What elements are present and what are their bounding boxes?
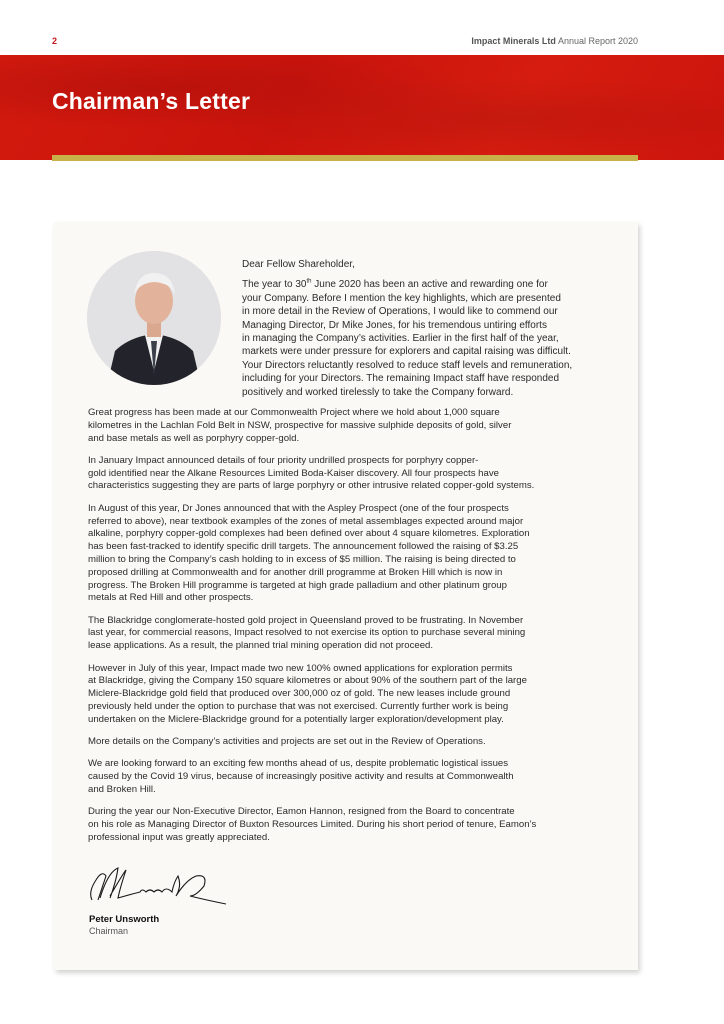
letter-paragraph [88, 758, 536, 796]
text-line: progress. The Broken Hill programme is targeted at high grade palladium and other platinum group [88, 579, 507, 591]
text-run: June 2020 has been an active and rewarding one for [311, 279, 548, 291]
text-line: markets were under pressure for explorers and capital raising was difficult. [242, 346, 571, 358]
report-name: Annual Report 2020 [557, 36, 638, 46]
gold-divider [52, 155, 638, 161]
letter-body [88, 407, 536, 854]
text-line: your Company. Before I mention the key highlights, which are presented [242, 292, 561, 304]
text-line: characteristics suggesting they are parts of large porphyry or other intrusive related copper-gold systems. [88, 480, 535, 492]
text-line: and base metals as well as porphyry copper-gold. [88, 432, 300, 444]
text-line: positively and worked tirelessly to take the Company forward. [242, 386, 514, 398]
letter-intro [242, 258, 572, 406]
text-line: We are looking forward to an exciting few months ahead of us, despite problematic logistical issues [88, 758, 509, 770]
intro-paragraph [242, 278, 572, 399]
page-number: 2 [52, 36, 58, 46]
text-line: has been fast-tracked to identify specific drill targets. The announcement followed the raising of $3.25 [88, 541, 519, 553]
signatory-name: Peter Unsworth [89, 914, 160, 925]
text-line: Managing Director, Dr Mike Jones, for his tremendous untiring efforts [242, 319, 547, 331]
letter-paragraph [88, 615, 536, 653]
salutation: Dear Fellow Shareholder, [242, 259, 355, 270]
text-line: last year, for commercial reasons, Impact resolved to not exercise its option to purchase several mining [88, 627, 526, 639]
text-line: metals at Red Hill and other prospects. [88, 592, 254, 604]
text-line: professional input was greatly appreciated. [88, 831, 270, 843]
text-line: on his role as Managing Director of Buxton Resources Limited. During his short period of tenure, Eamon’s [88, 819, 537, 831]
company-name: Impact Minerals Ltd [471, 36, 556, 46]
text-line: at Blackridge, giving the Company 150 square kilometres or about 90% of the southern part of the large [88, 675, 527, 687]
letter-paragraph [88, 663, 536, 727]
running-header [471, 36, 638, 46]
text-run: The year to 30 [242, 279, 307, 291]
text-line: In August of this year, Dr Jones announced that with the Aspley Prospect (one of the four prospects [88, 502, 509, 514]
text-line: in more detail in the Review of Operations, I would like to commend our [242, 306, 558, 318]
text-line: lease applications. As a result, the planned trial mining operation did not proceed. [88, 640, 434, 652]
signatory-title: Chairman [89, 926, 129, 936]
text-line: alkaline, porphyry copper-gold complexes had been defined over about 4 square kilometres. Exploration [88, 528, 530, 540]
letter-paragraph [88, 407, 536, 445]
text-line: referred to above), near textbook examples of the zones of metal assemblages expected around major [88, 515, 524, 527]
text-line: More details on the Company’s activities and projects are set out in the Review of Operations. [88, 736, 486, 748]
letter-paragraph [88, 806, 536, 844]
text-line: in managing the Company’s activities. Earlier in the first half of the year, [242, 333, 559, 345]
letter-paragraph [88, 455, 536, 493]
letter-paragraph [88, 503, 536, 605]
chairman-photo [87, 251, 221, 385]
text-line: The Blackridge conglomerate-hosted gold project in Queensland proved to be frustrating. In November [88, 614, 524, 626]
text-line: Your Directors reluctantly resolved to reduce staff levels and remuneration, [242, 359, 573, 371]
text-line: caused by the Covid 19 virus, because of increasingly positive activity and results at Commonwealth [88, 771, 514, 783]
signature [86, 862, 236, 912]
text-line: During the year our Non-Executive Director, Eamon Hannon, resigned from the Board to concentrate [88, 806, 515, 818]
text-line: million to bring the Company’s cash holding to in excess of $5 million. The raising is being directed to [88, 553, 516, 565]
text-line: and Broken Hill. [88, 783, 156, 795]
text-line: proposed drilling at Commonwealth and for another drill programme at Broken Hill which is now in [88, 566, 503, 578]
page-title: Chairman’s Letter [52, 88, 251, 114]
letter-card [54, 222, 638, 970]
text-line: previously held under the option to purchase that was not exercised. Currently further work is being [88, 700, 509, 712]
title-banner [0, 55, 724, 160]
text-line [242, 278, 572, 291]
text-line: gold identified near the Alkane Resources Limited Boda-Kaiser discovery. All four prospects have [88, 467, 499, 479]
text-line: In January Impact announced details of four priority undrilled prospects for porphyry copper- [88, 454, 479, 466]
text-line: undertaken on the Miclere-Blackridge ground for a potentially larger exploration/development play. [88, 713, 504, 725]
text-line: Great progress has been made at our Commonwealth Project where we hold about 1,000 square [88, 407, 500, 418]
letter-paragraph [88, 736, 536, 749]
superscript: th [306, 279, 312, 286]
text-line: However in July of this year, Impact made two new 100% owned applications for exploration permits [88, 662, 513, 674]
text-line: Miclere-Blackridge gold field that produced over 300,000 oz of gold. The new leases include ground [88, 688, 511, 700]
text-line: kilometres in the Lachlan Fold Belt in NSW, prospective for massive sulphide deposits of gold, silver [88, 419, 512, 431]
text-line: including for your Directors. The remaining Impact staff have responded [242, 373, 560, 385]
